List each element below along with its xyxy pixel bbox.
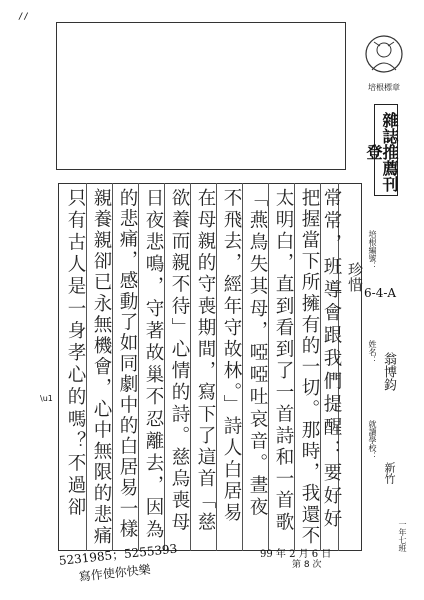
stamp-icon bbox=[360, 30, 408, 78]
corner-mark: // bbox=[18, 12, 29, 22]
grid-line bbox=[112, 183, 113, 551]
essay-title: 珍惜 bbox=[346, 262, 364, 292]
stamp-caption: 培根標章 bbox=[368, 83, 400, 92]
grid-line bbox=[190, 183, 191, 551]
essay-column-7: 欲養而親不待」心情的詩。慈烏喪母 bbox=[169, 188, 190, 534]
essay-column-8: 日夜悲鳴，守著故巢不忍離去，因為 bbox=[143, 188, 164, 542]
grid-line bbox=[242, 183, 243, 551]
phone-number: 5231985；5255393 bbox=[58, 541, 178, 568]
date-line: 99 年 2 月 6 日 bbox=[260, 549, 332, 560]
stamp-logo bbox=[360, 30, 408, 92]
grid-line bbox=[268, 183, 269, 551]
essay-column-9: 的悲痛，感動了如同劇中的白居易一樣 bbox=[117, 188, 138, 540]
label-number: 培根編號： bbox=[368, 230, 377, 270]
essay-column-4: 「燕鳥失其母，啞啞吐哀音。晝夜 bbox=[247, 188, 268, 520]
essay-column-3: 太明白，直到看到了一首詩和一首歌 bbox=[273, 188, 294, 534]
essay-column-10: 親養親卻已永無機會，心中無限的悲痛 bbox=[91, 188, 112, 547]
name-value: 翁博鈞 bbox=[381, 352, 396, 391]
essay-column-6: 在母親的守喪期間，寫下了這首「慈 bbox=[195, 188, 216, 534]
grid-line bbox=[164, 183, 165, 551]
number-value: 6-4-A bbox=[364, 286, 397, 300]
issue-line: 第 8 次 bbox=[292, 560, 322, 570]
grid-line bbox=[216, 183, 217, 551]
margin-mark: \u1 bbox=[40, 394, 53, 403]
slogan: 寫作使你快樂 bbox=[78, 562, 152, 584]
grid-line bbox=[86, 183, 87, 551]
grid-line bbox=[138, 183, 139, 551]
grid-line bbox=[294, 183, 295, 551]
grade-value: 一年七班 bbox=[398, 520, 407, 552]
label-school: 就讀學校： bbox=[368, 420, 377, 460]
label-name: 姓名： bbox=[368, 340, 377, 364]
picture-area bbox=[56, 22, 346, 170]
essay-column-1: 常常，班導會跟我們提醒：要好好 bbox=[321, 188, 342, 532]
essay-column-5: 不飛去，經年守故林。」詩人白居易 bbox=[221, 188, 242, 525]
recommend-badge: 雜誌推薦刊登 bbox=[374, 104, 398, 196]
school-value: 新竹 bbox=[383, 462, 396, 484]
essay-column-2: 把握當下所擁有的一切。那時，我還不 bbox=[299, 188, 320, 547]
essay-column-11: 只有古人是一身孝心的嗎？不過卻 bbox=[65, 188, 86, 520]
